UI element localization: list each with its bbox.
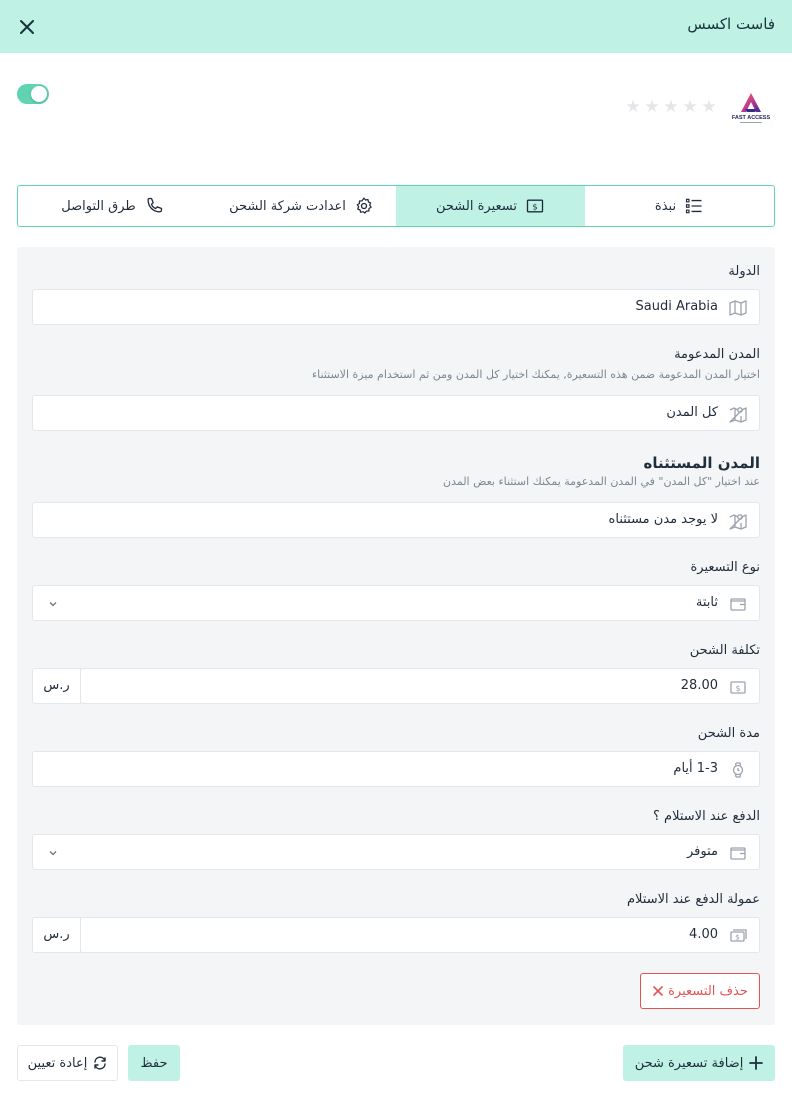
list-icon <box>684 196 704 216</box>
cash-icon <box>728 926 748 946</box>
tab-label: نبذة <box>654 198 677 214</box>
modal-header <box>0 0 792 53</box>
excluded-cities-value: لا يوجد مدن مستثناه <box>608 512 718 527</box>
tab-bar <box>17 185 775 227</box>
tab-label: اعدادت شركة الشحن <box>229 198 346 214</box>
chevron-down-icon <box>47 847 59 859</box>
delete-pricing-label: حذف التسعيرة <box>668 983 748 999</box>
plus-icon <box>749 1056 763 1070</box>
pricing-type-value: ثابتة <box>695 595 718 610</box>
shipping-duration-label: مدة الشحن <box>697 726 760 741</box>
pricing-form-panel <box>17 247 775 1025</box>
tab-about[interactable] <box>585 186 774 226</box>
add-pricing-label: إضافة تسعيرة شحن <box>634 1055 744 1071</box>
svg-text:$: $ <box>735 933 740 942</box>
cod-value: متوفر <box>687 844 718 859</box>
cod-label: الدفع عند الاستلام ؟ <box>653 809 760 824</box>
delete-pricing-button[interactable] <box>640 973 760 1009</box>
supported-cities-value: كل المدن <box>666 405 718 420</box>
svg-text:$: $ <box>532 201 538 212</box>
shipping-cost-value: 28.00 <box>680 678 718 693</box>
close-icon <box>652 985 664 997</box>
shipping-cost-input[interactable] <box>80 668 760 704</box>
excluded-cities-label: المدن المستثناه <box>643 454 760 472</box>
country-field[interactable] <box>32 289 760 325</box>
cod-fee-value: 4.00 <box>689 927 718 942</box>
star-icon[interactable]: ★ <box>644 97 660 117</box>
cod-fee-label: عمولة الدفع عند الاستلام <box>627 892 760 907</box>
save-button[interactable] <box>128 1045 180 1081</box>
modal-title: فاست اكسس <box>687 15 775 33</box>
tab-label: طرق التواصل <box>61 198 136 214</box>
country-label: الدولة <box>728 264 760 279</box>
star-icon[interactable]: ★ <box>701 97 717 117</box>
reset-label: إعادة تعيين <box>27 1055 88 1071</box>
currency-addon: ر.س <box>32 668 81 704</box>
star-icon[interactable]: ★ <box>625 97 641 117</box>
excluded-cities-field[interactable] <box>32 502 760 538</box>
star-icon[interactable]: ★ <box>682 97 698 117</box>
close-icon[interactable] <box>16 16 38 38</box>
country-value: Saudi Arabia <box>635 299 718 314</box>
reset-button[interactable] <box>17 1045 118 1081</box>
wallet-icon <box>728 843 748 863</box>
company-enabled-toggle[interactable] <box>17 84 49 104</box>
shipping-duration-input[interactable] <box>32 751 760 787</box>
map-icon <box>728 298 748 318</box>
gear-icon <box>354 196 374 216</box>
refresh-icon <box>93 1056 107 1070</box>
shipping-cost-label: تكلفة الشحن <box>689 643 760 658</box>
tab-shipping-settings[interactable] <box>207 186 396 226</box>
currency-addon: ر.س <box>32 917 81 953</box>
wallet-icon <box>728 594 748 614</box>
money-icon <box>728 677 748 697</box>
rating-stars <box>625 99 717 116</box>
tab-label: تسعيرة الشحن <box>436 198 517 214</box>
pricing-type-label: نوع التسعيرة <box>690 560 760 575</box>
chevron-down-icon <box>47 598 59 610</box>
watch-icon <box>728 760 748 780</box>
map-pin-icon <box>728 404 748 424</box>
phone-icon <box>144 196 164 216</box>
save-label: حفظ <box>140 1055 168 1071</box>
shipping-duration-value: 1-3 أيام <box>673 761 718 776</box>
money-icon <box>525 196 545 216</box>
toggle-knob <box>31 86 47 102</box>
star-icon[interactable]: ★ <box>663 97 679 117</box>
cod-fee-input[interactable] <box>80 917 760 953</box>
map-pin-icon <box>728 511 748 531</box>
cod-select[interactable] <box>32 834 760 870</box>
add-pricing-button[interactable] <box>623 1045 775 1081</box>
pricing-type-select[interactable] <box>32 585 760 621</box>
excluded-cities-hint: عند اختيار "كل المدن" في المدن المدعومة يمكنك استثناء بعض المدن <box>442 475 760 488</box>
tab-contact[interactable] <box>18 186 207 226</box>
svg-text:$: $ <box>735 684 741 693</box>
company-logo <box>728 90 774 128</box>
supported-cities-label: المدن المدعومة <box>674 347 760 362</box>
supported-cities-hint: اختيار المدن المدعومة ضمن هذه التسعيرة, يمكنك اختيار كل المدن ومن ثم استخدام ميزة الاستثناء <box>311 368 760 381</box>
svg-text:FAST ACCESS: FAST ACCESS <box>731 115 771 121</box>
supported-cities-field[interactable] <box>32 395 760 431</box>
tab-shipping-pricing[interactable] <box>396 186 585 226</box>
